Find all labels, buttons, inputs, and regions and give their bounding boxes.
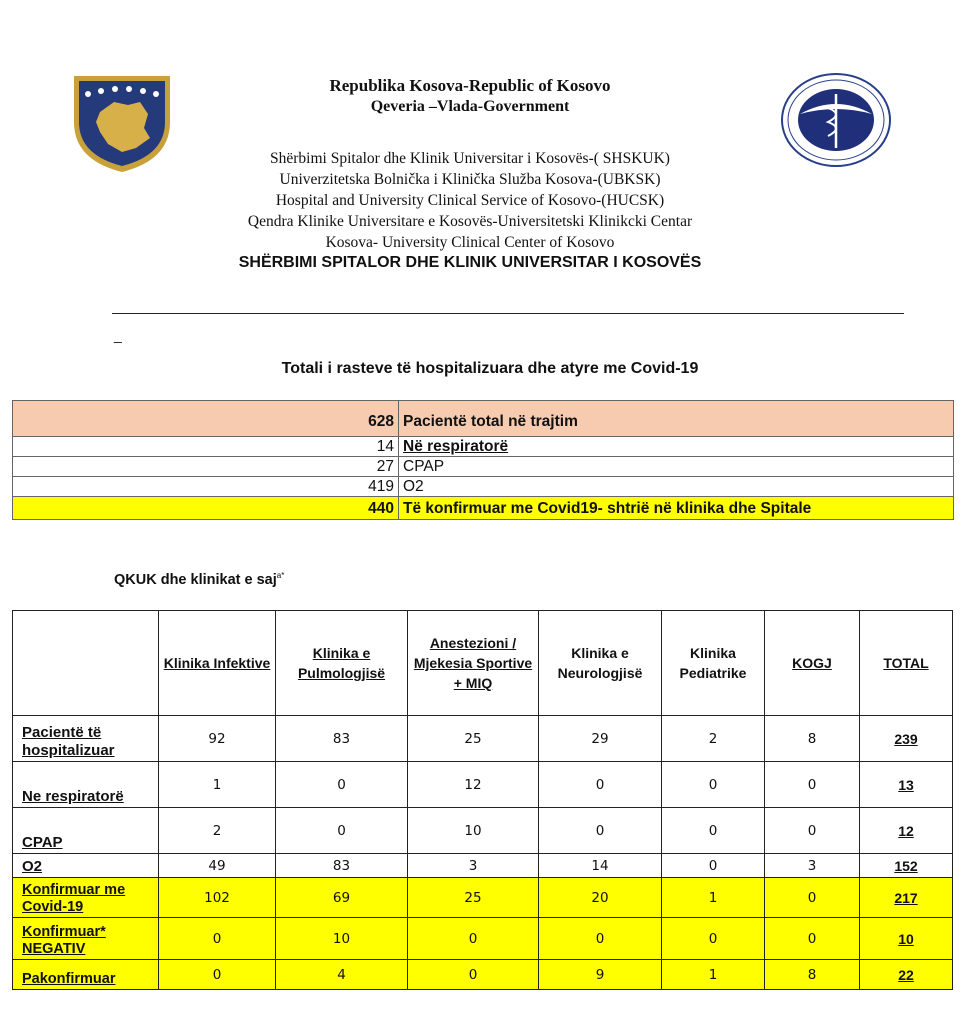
cell-value: 9 [539, 960, 662, 990]
service-line: Hospital and University Clinical Service of Kosovo-(HUCSK) [275, 192, 665, 209]
cell-value: 0 [276, 808, 408, 854]
column-header [662, 611, 765, 716]
summary-value: 440 [13, 497, 399, 520]
kosovo-emblem-icon [70, 72, 174, 174]
row-label [13, 918, 159, 960]
cell-value: 10 [276, 918, 408, 960]
summary-label: Pacientë total në trajtim [399, 401, 954, 437]
service-line: Qendra Klinike Universitare e Kosovës-Universitetski Klinikcki Centar [247, 213, 693, 230]
row-label [13, 762, 159, 808]
cell-value: 0 [765, 878, 860, 918]
cell-value: 0 [765, 762, 860, 808]
cell-value: 1 [662, 960, 765, 990]
summary-value: 27 [13, 457, 399, 477]
row-label-text: Ne respiratorë [22, 788, 124, 805]
column-header [408, 611, 539, 716]
table-row [13, 960, 953, 990]
header-divider [112, 313, 904, 314]
row-label [13, 808, 159, 854]
column-header-text: Klinika e Neurologjisë [557, 645, 643, 681]
row-label [13, 716, 159, 762]
row-label [13, 960, 159, 990]
row-label-text: Konfirmuar me Covid-19 [22, 882, 126, 915]
column-header-text: Klinika e Pulmologjisë [297, 645, 386, 681]
cell-value: 2 [159, 808, 276, 854]
column-header [860, 611, 953, 716]
summary-label-text: Në respiratorë [403, 438, 509, 455]
row-label-text: CPAP [22, 834, 63, 851]
summary-label: CPAP [399, 457, 954, 477]
cell-value: 4 [276, 960, 408, 990]
cell-value: 0 [539, 762, 662, 808]
cell-value: 1 [662, 878, 765, 918]
cell-value: 49 [159, 854, 276, 878]
cell-total: 217 [860, 878, 953, 918]
clinics-header-row [13, 611, 953, 716]
header-government: Qeveria –Vlada-Government [370, 98, 570, 115]
cell-value: 0 [539, 918, 662, 960]
column-header [159, 611, 276, 716]
cell-value: 14 [539, 854, 662, 878]
cell-total: 239 [860, 716, 953, 762]
cell-value: 0 [539, 808, 662, 854]
cell-value: 10 [408, 808, 539, 854]
cell-value: 20 [539, 878, 662, 918]
summary-row [13, 457, 954, 477]
cell-value: 83 [276, 854, 408, 878]
summary-value: 628 [13, 401, 399, 437]
cell-value: 0 [159, 960, 276, 990]
table-row [13, 762, 953, 808]
clinics-title-sup: a* [276, 571, 285, 580]
row-label [13, 854, 159, 878]
cell-value: 29 [539, 716, 662, 762]
column-header [539, 611, 662, 716]
table-row [13, 918, 953, 960]
clinics-body [13, 716, 953, 990]
table-row [13, 808, 953, 854]
cell-value: 1 [159, 762, 276, 808]
cell-value: 2 [662, 716, 765, 762]
cell-value: 0 [408, 918, 539, 960]
column-header [765, 611, 860, 716]
clinics-table [12, 610, 953, 990]
summary-row [13, 401, 954, 437]
summary-row [13, 437, 954, 457]
cell-total: 10 [860, 918, 953, 960]
cell-value: 0 [662, 918, 765, 960]
row-label [13, 878, 159, 918]
cell-value: 0 [765, 808, 860, 854]
clinics-title-text: QKUK dhe klinikat e saj [114, 571, 277, 588]
cell-total: 12 [860, 808, 953, 854]
cell-value: 12 [408, 762, 539, 808]
cell-value: 25 [408, 878, 539, 918]
row-label-text: O2 [22, 858, 43, 875]
summary-label: O2 [399, 477, 954, 497]
cell-value: 25 [408, 716, 539, 762]
column-header [276, 611, 408, 716]
service-caps-title: SHËRBIMI SPITALOR DHE KLINIK UNIVERSITAR I KOSOVËS [238, 254, 702, 271]
cell-value: 3 [408, 854, 539, 878]
summary-value: 419 [13, 477, 399, 497]
column-header-text: Klinika Pediatrike [679, 645, 747, 681]
cell-value: 69 [276, 878, 408, 918]
corner-cell [13, 611, 159, 716]
divider-dash: _ [114, 327, 122, 343]
row-label-text: Konfirmuar* NEGATIV [22, 924, 106, 957]
row-label-text: Pakonfirmuar [22, 971, 116, 987]
cell-total: 13 [860, 762, 953, 808]
table-row [13, 716, 953, 762]
summary-label [399, 437, 954, 457]
cell-total: 152 [860, 854, 953, 878]
cell-value: 92 [159, 716, 276, 762]
summary-value: 14 [13, 437, 399, 457]
column-header-text: KOGJ [792, 655, 832, 671]
header-title: Republika Kosova-Republic of Kosovo [329, 76, 611, 95]
service-line: Univerzitetska Bolnička i Klinička Služba Kosova-(UBKSK) [279, 171, 661, 188]
summary-title: Totali i rasteve të hospitalizuara dhe atyre me Covid-19 [281, 360, 699, 377]
cell-total: 22 [860, 960, 953, 990]
summary-row [13, 497, 954, 520]
cell-value: 3 [765, 854, 860, 878]
summary-table [12, 400, 954, 520]
cell-value: 0 [662, 854, 765, 878]
cell-value: 0 [276, 762, 408, 808]
cell-value: 0 [662, 808, 765, 854]
table-row [13, 854, 953, 878]
summary-label: Të konfirmuar me Covid19- shtrië në klinika dhe Spitale [399, 497, 954, 520]
ucck-seal-icon [780, 72, 892, 168]
cell-value: 0 [765, 918, 860, 960]
cell-value: 8 [765, 960, 860, 990]
row-label-text: Pacientë të hospitalizuar [22, 724, 115, 759]
column-header-text: Anestezioni / Mjekesia Sportive + MIQ [413, 635, 533, 691]
cell-value: 0 [408, 960, 539, 990]
cell-value: 0 [662, 762, 765, 808]
column-header-text: TOTAL [883, 655, 929, 671]
service-names [220, 148, 720, 253]
clinics-title [114, 571, 284, 588]
service-line: Kosova- University Clinical Center of Kosovo [325, 234, 615, 251]
cell-value: 8 [765, 716, 860, 762]
table-row [13, 878, 953, 918]
summary-row [13, 477, 954, 497]
service-line: Shërbimi Spitalor dhe Klinik Universitar i Kosovës-( SHSKUK) [270, 150, 670, 167]
cell-value: 0 [159, 918, 276, 960]
cell-value: 102 [159, 878, 276, 918]
column-header-text: Klinika Infektive [163, 655, 271, 671]
cell-value: 83 [276, 716, 408, 762]
